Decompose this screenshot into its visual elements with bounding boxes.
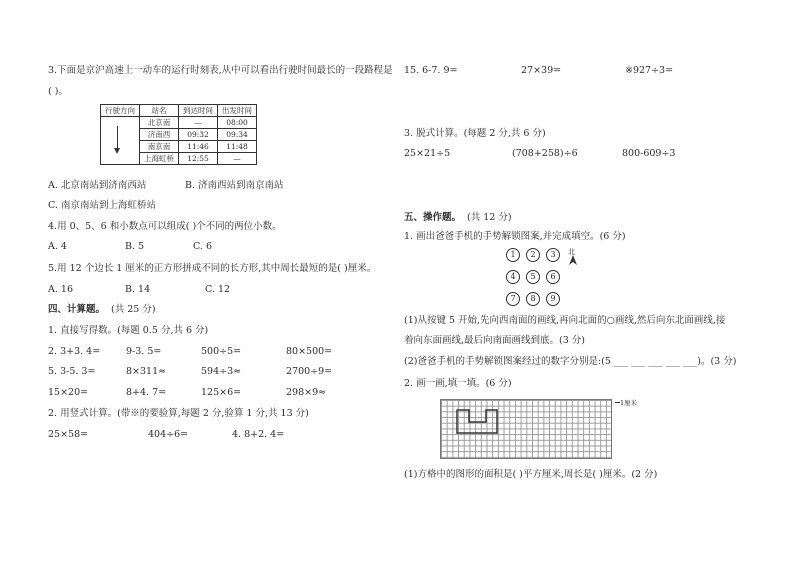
table-cell: 北京南 [140,117,179,129]
calc-item: 125×6= [201,387,242,398]
table-cell: 12:55 [179,153,218,165]
q5-option-a: A. 16 [48,284,73,295]
keypad-button-3: 3 [546,248,560,262]
table-cell: 11:46 [179,141,218,153]
section-5-heading: 五、操作题。 [404,212,462,223]
table-cell: 上海虹桥 [140,153,179,165]
table-cell: — [179,117,218,129]
table-cell: 济南西 [140,129,179,141]
table-header: 行驶方向 [101,105,140,117]
step-calc-item: (708+258)÷6 [512,148,578,159]
operation-1-text-1: (1)从按键 5 开始,先向西南面的画线,再向北面的○画线,然后向东北面画线,接 [404,315,726,326]
table-header: 出发时间 [218,105,257,117]
calc-3-heading: 3. 脱式计算。(每题 2 分,共 6 分) [404,128,546,139]
step-calc-item: 25×21÷5 [404,148,451,159]
operation-2-question-1: (1)方格中的图形的面积是( )平方厘米,周长是( )厘米。(2 分) [404,469,658,480]
keypad-button-6: 6 [546,270,560,284]
timetable [100,104,257,165]
grid-shape [440,399,612,459]
section-4-heading: 四、计算题。 [48,304,106,315]
table-cell: 南京南 [140,141,179,153]
q5-option-b: B. 14 [125,284,151,295]
calc-item: 9-3. 5= [126,346,162,357]
table-header: 站名 [140,105,179,117]
question-3-text: 3.下面是京沪高速上一动车的运行时刻表,从中可以看出行驶时间最长的一段路程是 [48,65,393,76]
keypad-button-1: 1 [506,248,520,262]
calc-item: 8+4. 7= [126,387,167,398]
direction-cell [101,117,140,165]
vertical-calc-item: 25×58= [48,429,89,440]
table-cell: 09:34 [218,129,257,141]
calc-item: 8×311≈ [126,366,167,377]
question-4-text: 4.用 0、5、6 和小数点可以组成( )个不同的两位小数。 [48,221,282,232]
section-4-score: (共 25 分) [111,304,156,315]
table-cell: 08:00 [218,117,257,129]
q4-option-a: A. 4 [48,241,67,252]
operation-1-text-3: (2)爸爸手机的手势解锁图案经过的数字分别是:(5 ___ ___ ___ ___ ___)。(3 分) [404,356,737,367]
operation-1-heading: 1. 画出爸爸手机的手势解锁图案,并完成填空。(6 分) [404,231,626,242]
table-cell: 11:48 [218,141,257,153]
table-header: 到达时间 [179,105,218,117]
question-3-blank: ( )。 [48,86,68,97]
table-cell: 09:32 [179,129,218,141]
calc-item: 2700÷9= [286,366,333,377]
step-calc-item: 800-609÷3 [622,148,676,159]
keypad-button-5: 5 [526,270,540,284]
question-5-text: 5.用 12 个边长 1 厘米的正方形拼成不同的长方形,其中周长最短的是( )厘米。 [48,263,377,274]
operation-1-text-2: 着向东面画线,最后向南面画线到底。(3 分) [404,335,585,346]
calc-item: 80×500= [286,346,333,357]
grid-scale-label: 1厘米 [620,399,638,407]
calc-item: 15×20= [48,387,89,398]
vertical-calc-item: 27×39= [521,65,562,76]
q3-option-c: C. 南京南站到上海虹桥站 [48,200,156,211]
keypad-button-2: 2 [526,248,540,262]
vertical-calc-item: ※927÷3= [625,65,674,76]
q3-option-b: B. 济南西站到南京南站 [185,180,284,191]
calc-item: 594÷3≈ [201,366,242,377]
calc-item: 500÷5= [201,346,242,357]
vertical-calc-item: 15. 6-7. 9= [404,65,458,76]
calc-item: 2. 3+3. 4= [48,346,101,357]
north-label: 北 [568,248,575,256]
operation-2-heading: 2. 画一画,填一填。(6 分) [404,378,512,389]
calc-item: 298×9≈ [286,387,327,398]
vertical-calc-item: 404÷6= [148,429,189,440]
table-cell: — [218,153,257,165]
calc-2-heading: 2. 用竖式计算。(带※的要验算,每题 2 分,验算 1 分,共 13 分) [48,408,309,419]
calc-1-heading: 1. 直接写得数。(每题 0.5 分,共 6 分) [48,325,209,336]
table-header-row [101,105,257,117]
north-arrow-icon [569,255,577,265]
q4-option-c: C. 6 [193,241,213,252]
table-row [101,117,257,129]
keypad-button-8: 8 [526,292,540,306]
keypad-button-4: 4 [506,270,520,284]
q4-option-b: B. 5 [125,241,145,252]
q5-option-c: C. 12 [205,284,231,295]
section-5-score: (共 12 分) [467,212,512,223]
q3-option-a: A. 北京南站到济南西站 [48,180,147,191]
calc-item: 5. 3-5. 3= [48,366,96,377]
vertical-calc-item: 4. 8+2. 4= [232,429,285,440]
keypad-button-9: 9 [546,292,560,306]
keypad-button-7: 7 [506,292,520,306]
